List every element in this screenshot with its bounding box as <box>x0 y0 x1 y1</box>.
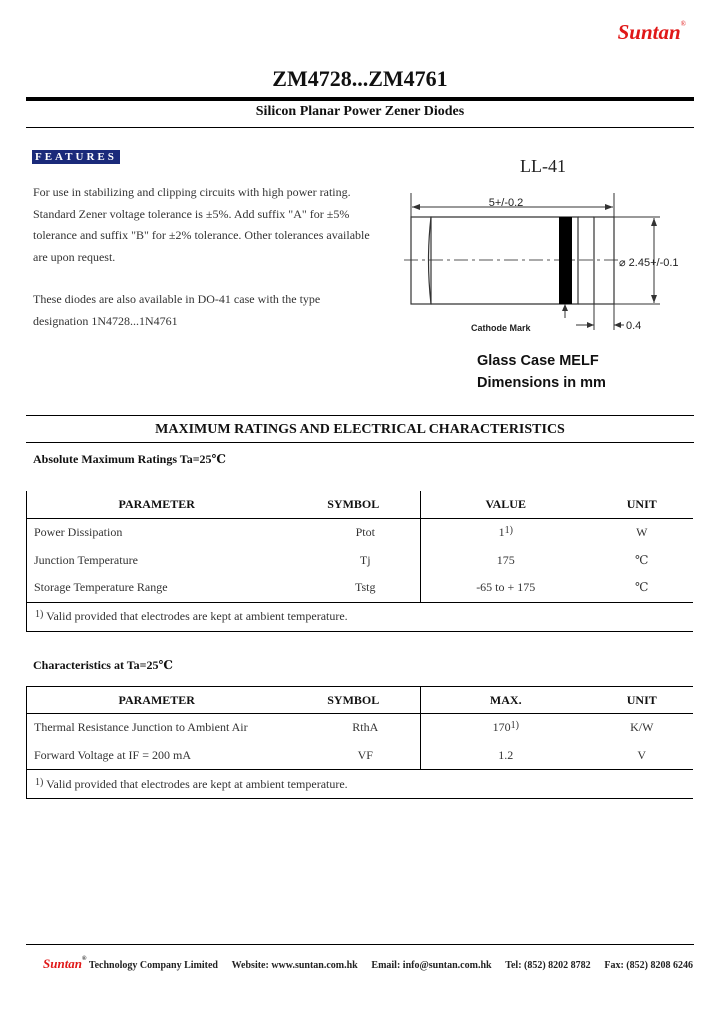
table-row <box>27 574 694 602</box>
features-paragraph-2: These diodes are also available in DO-41 case with the type designation 1N4728...1N4761 <box>33 292 321 328</box>
cathode-mark-label: Cathode Mark <box>471 323 531 333</box>
abs-max-table <box>26 491 693 632</box>
lead-arrow-left <box>587 322 594 328</box>
title-rule-bottom <box>26 127 694 128</box>
cell-value: 175 <box>496 552 515 567</box>
table-row <box>27 714 694 742</box>
cell-parameter: Thermal Resistance Junction to Ambient Air <box>27 714 287 742</box>
value-note-mark: 1) <box>510 720 519 732</box>
package-caption-case: Glass Case MELF <box>477 353 599 369</box>
abs-max-caption: Absolute Maximum Ratings Ta=25℃ <box>33 452 226 466</box>
note-text: Valid provided that electrodes are kept at ambient temperature. <box>46 609 348 623</box>
package-caption <box>477 350 606 394</box>
value-text: 170 <box>492 720 511 735</box>
cathode-band <box>559 217 572 304</box>
table-header-row <box>27 687 694 714</box>
features-heading: FEATURES <box>32 150 120 164</box>
value-text: 1 <box>498 524 505 539</box>
footer-company <box>43 956 218 972</box>
lead-arrow-right <box>614 322 621 328</box>
package-name: LL-41 <box>520 156 566 176</box>
cell-symbol: VF <box>287 742 421 770</box>
table-row <box>27 518 694 546</box>
footer-registered-mark: ® <box>82 956 87 962</box>
section-title: MAXIMUM RATINGS AND ELECTRICAL CHARACTERISTICS <box>155 422 565 437</box>
length-dimension-label: 5+/-0.2 <box>488 197 524 209</box>
section-rule-top <box>26 415 694 416</box>
cell-unit: ℃ <box>635 580 649 595</box>
header-symbol: SYMBOL <box>287 491 421 518</box>
table-note-row <box>27 770 694 799</box>
length-arrow-left <box>412 204 420 210</box>
table-row <box>27 546 694 574</box>
cell-symbol: Ptot <box>287 518 421 546</box>
cell-parameter: Junction Temperature <box>27 546 287 574</box>
length-arrow-right <box>605 204 613 210</box>
diameter-dimension-label: ⌀ 2.45+/-0.1 <box>619 257 679 269</box>
cell-value <box>421 714 591 742</box>
features-paragraph-1: For use in stabilizing and clipping circuits with high power rating. Standard Zener voltage tolerance is ±5%. Add suffix "A" for ±5% tolerance and suffix "B" for ±2% tolerance. Other tolerances available are upon request. <box>33 185 370 264</box>
header-max: MAX. <box>489 692 522 707</box>
cell-value <box>421 518 591 546</box>
features-text <box>33 182 373 332</box>
header-parameter: PARAMETER <box>27 687 287 714</box>
diameter-arrow-bottom <box>651 295 657 303</box>
table-note <box>27 770 694 799</box>
header-parameter: PARAMETER <box>27 491 287 518</box>
brand-logo <box>618 20 686 45</box>
package-caption-units: Dimensions in mm <box>477 375 606 391</box>
header-symbol: SYMBOL <box>287 687 421 714</box>
cell-parameter: Storage Temperature Range <box>27 574 287 602</box>
lead-dimension-label: 0.4 <box>626 320 642 332</box>
footer-rule <box>26 944 694 945</box>
brand-name: Suntan <box>617 20 681 44</box>
cell-unit: W <box>636 524 648 539</box>
cell-symbol: RthA <box>287 714 421 742</box>
characteristics-caption: Characteristics at Ta=25℃ <box>33 658 173 672</box>
title-rule-top <box>26 97 694 101</box>
cell-parameter: Power Dissipation <box>27 518 287 546</box>
note-text: Valid provided that electrodes are kept at ambient temperature. <box>46 776 348 791</box>
cell-symbol: Tstg <box>287 574 421 602</box>
document-subtitle: Silicon Planar Power Zener Diodes <box>255 104 465 119</box>
cell-value: -65 to + 175 <box>476 580 536 595</box>
footer-company-name: Technology Company Limited <box>88 960 218 971</box>
header-unit: UNIT <box>626 692 657 707</box>
footer-website: Website: www.suntan.com.hk <box>231 960 358 971</box>
registered-mark: ® <box>680 20 686 28</box>
header-value: VALUE <box>485 496 526 511</box>
footer-email: Email: info@suntan.com.hk <box>371 960 492 971</box>
value-note-mark: 1) <box>504 524 513 536</box>
table-header-row <box>27 491 694 518</box>
cell-parameter: Forward Voltage at IF = 200 mA <box>27 742 287 770</box>
cell-unit: K/W <box>630 720 654 735</box>
note-mark: 1) <box>35 776 44 788</box>
footer-fax: Fax: (852) 8208 6246 <box>604 960 693 971</box>
footer-brand: Suntan <box>43 956 83 971</box>
cell-symbol: Tj <box>287 546 421 574</box>
characteristics-table <box>26 686 693 799</box>
footer-tel: Tel: (852) 8202 8782 <box>505 960 591 971</box>
section-rule-bottom <box>26 442 694 443</box>
header-unit: UNIT <box>626 496 657 511</box>
package-outline-diagram <box>398 185 679 340</box>
table-note <box>27 602 694 631</box>
cell-unit: V <box>637 747 647 762</box>
table-row <box>27 742 694 770</box>
cell-value: 1.2 <box>498 747 514 762</box>
table-note-row <box>27 602 694 631</box>
part-range-title: ZM4728...ZM4761 <box>272 66 448 91</box>
footer <box>43 956 693 972</box>
cell-unit: ℃ <box>635 552 649 567</box>
diameter-arrow-top <box>651 218 657 226</box>
note-mark: 1) <box>35 609 44 620</box>
